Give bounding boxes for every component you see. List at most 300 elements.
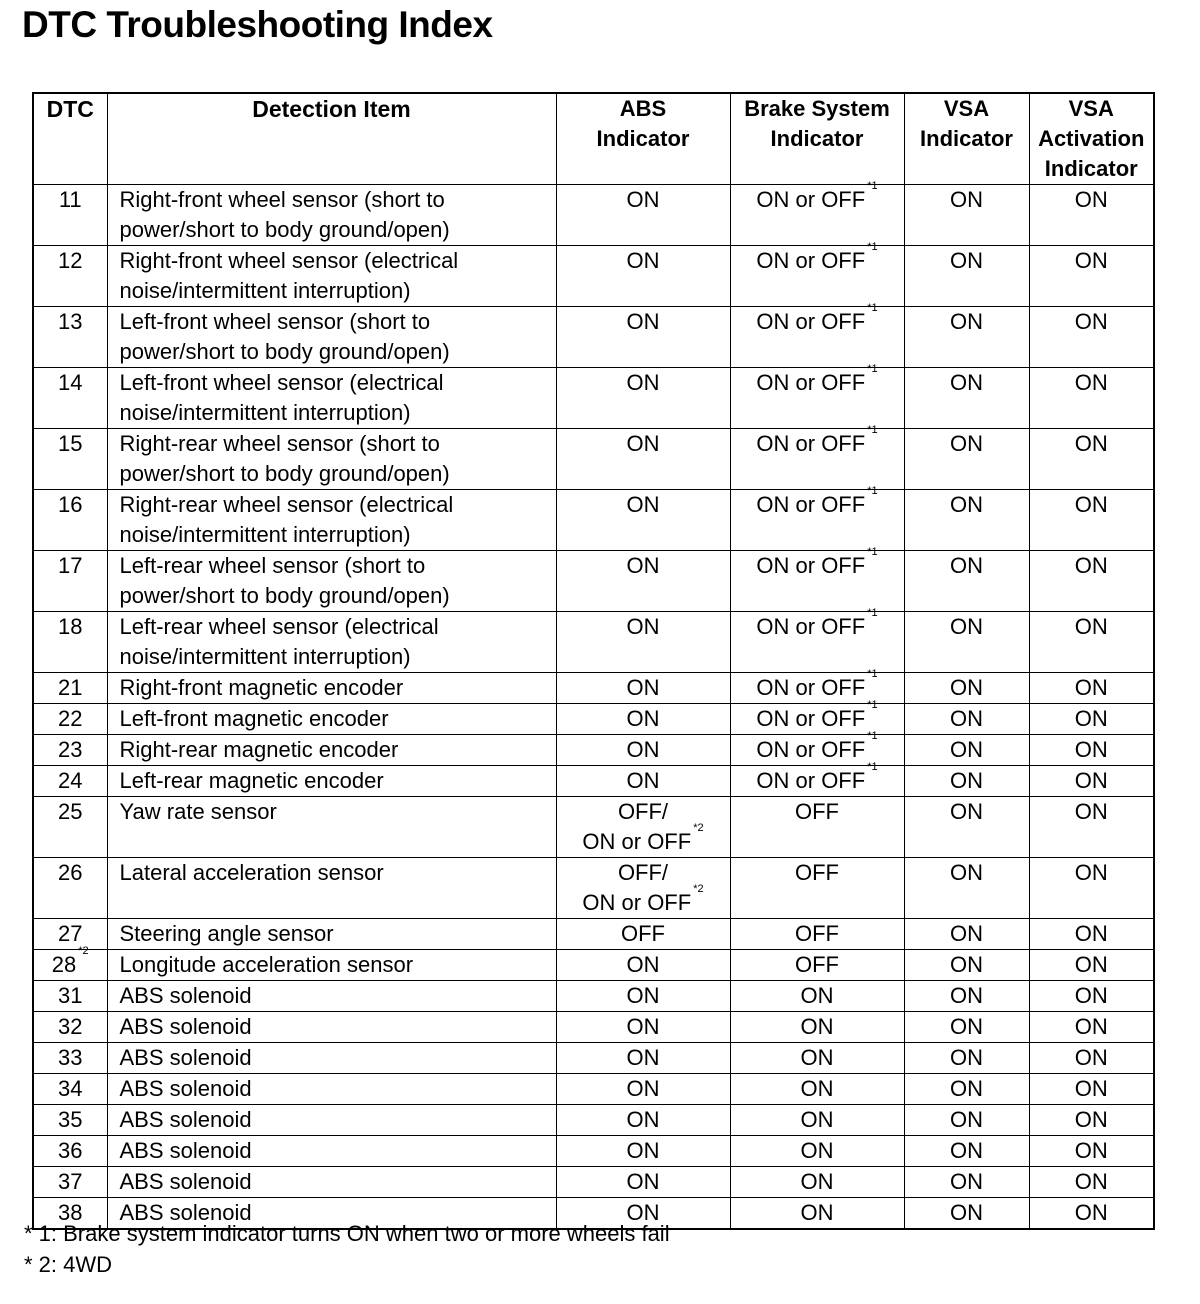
cell-abs-indicator — [556, 797, 730, 858]
cell-abs-indicator — [556, 246, 730, 307]
cell-vsa-indicator: ON — [904, 185, 1029, 246]
cell-vsa-activation-indicator: ON — [1029, 950, 1154, 981]
abs-value-line: ON — [626, 1200, 660, 1225]
brake-value: ON — [800, 1200, 834, 1225]
cell-detection-item — [107, 490, 556, 551]
table-row — [33, 1136, 1154, 1167]
footnote-mark: *1 — [867, 485, 878, 497]
dtc-table — [32, 92, 1155, 1230]
abs-value-line: ON — [626, 1169, 660, 1194]
detection-item-line: noise/intermittent interruption) — [119, 644, 411, 669]
cell-detection-item — [107, 766, 556, 797]
cell-vsa-activation-indicator: ON — [1029, 704, 1154, 735]
brake-value: ON — [800, 1138, 834, 1163]
cell-detection-item — [107, 1167, 556, 1198]
footnote-1: * 1: Brake system indicator turns ON when two or more wheels fail — [24, 1221, 670, 1246]
header-line: ABS — [619, 96, 667, 121]
cell-vsa-indicator: ON — [904, 368, 1029, 429]
cell-dtc — [33, 1074, 107, 1105]
cell-detection-item — [107, 1074, 556, 1105]
abs-value-line: ON — [626, 187, 660, 212]
table-row — [33, 1074, 1154, 1105]
cell-vsa-indicator: ON — [904, 919, 1029, 950]
cell-dtc — [33, 1105, 107, 1136]
cell-detection-item — [107, 246, 556, 307]
abs-value-line: ON — [626, 309, 660, 334]
cell-abs-indicator — [556, 673, 730, 704]
footnote-mark: *1 — [867, 180, 878, 192]
cell-abs-indicator — [556, 490, 730, 551]
abs-value-line: ON — [626, 1138, 660, 1163]
cell-abs-indicator — [556, 1136, 730, 1167]
dtc-code: 38 — [58, 1200, 83, 1225]
cell-dtc — [33, 1136, 107, 1167]
abs-value-line: ON — [626, 1014, 660, 1039]
cell-brake-system-indicator — [730, 858, 904, 919]
cell-detection-item — [107, 551, 556, 612]
detection-item-line: Left-front wheel sensor (electrical — [119, 370, 444, 395]
cell-vsa-indicator: ON — [904, 246, 1029, 307]
cell-vsa-activation-indicator: ON — [1029, 612, 1154, 673]
detection-item-line: power/short to body ground/open) — [119, 339, 450, 364]
cell-vsa-indicator: ON — [904, 551, 1029, 612]
detection-item-line: Lateral acceleration sensor — [119, 860, 384, 885]
cell-vsa-indicator: ON — [904, 307, 1029, 368]
detection-item-line: ABS solenoid — [119, 1014, 252, 1039]
cell-vsa-indicator: ON — [904, 766, 1029, 797]
cell-brake-system-indicator — [730, 180, 904, 246]
abs-value-line: ON — [626, 1076, 660, 1101]
cell-vsa-indicator: ON — [904, 704, 1029, 735]
cell-abs-indicator — [556, 1105, 730, 1136]
abs-value-line: ON — [626, 983, 660, 1008]
abs-value-line: ON or OFF — [582, 829, 692, 854]
cell-brake-system-indicator — [730, 1105, 904, 1136]
abs-value-line: ON — [626, 952, 660, 977]
footnote-mark: *1 — [867, 761, 878, 773]
cell-abs-indicator — [556, 1074, 730, 1105]
cell-vsa-activation-indicator: ON — [1029, 858, 1154, 919]
abs-value-line: ON — [626, 248, 660, 273]
cell-vsa-activation-indicator: ON — [1029, 490, 1154, 551]
cell-abs-indicator — [556, 612, 730, 673]
dtc-code: 36 — [58, 1138, 83, 1163]
detection-item-line: Yaw rate sensor — [119, 799, 277, 824]
table-row — [33, 950, 1154, 981]
dtc-code: 18 — [58, 614, 83, 639]
cell-dtc — [33, 1012, 107, 1043]
brake-value: OFF — [795, 799, 839, 824]
detection-item-line: noise/intermittent interruption) — [119, 522, 411, 547]
cell-dtc — [33, 858, 107, 919]
cell-brake-system-indicator — [730, 1136, 904, 1167]
table-row — [33, 704, 1154, 735]
cell-brake-system-indicator — [730, 797, 904, 858]
cell-detection-item — [107, 368, 556, 429]
header-line: Activation — [1038, 126, 1145, 151]
table-row — [33, 429, 1154, 490]
cell-vsa-indicator: ON — [904, 1012, 1029, 1043]
detection-item-line: noise/intermittent interruption) — [119, 400, 411, 425]
header-line: VSA — [943, 96, 990, 121]
footnote-mark: *1 — [867, 424, 878, 436]
table-row — [33, 246, 1154, 307]
cell-brake-system-indicator — [730, 950, 904, 981]
abs-value-line: ON — [626, 737, 660, 762]
detection-item-line: ABS solenoid — [119, 983, 252, 1008]
cell-abs-indicator — [556, 858, 730, 919]
cell-dtc — [33, 246, 107, 307]
cell-abs-indicator — [556, 735, 730, 766]
dtc-code: 26 — [58, 860, 83, 885]
cell-detection-item — [107, 1043, 556, 1074]
cell-vsa-indicator: ON — [904, 950, 1029, 981]
cell-abs-indicator — [556, 429, 730, 490]
cell-vsa-activation-indicator: ON — [1029, 1105, 1154, 1136]
cell-detection-item — [107, 735, 556, 766]
cell-vsa-activation-indicator: ON — [1029, 307, 1154, 368]
brake-value: OFF — [795, 860, 839, 885]
table-row — [33, 1043, 1154, 1074]
detection-item-line: ABS solenoid — [119, 1107, 252, 1132]
cell-dtc — [33, 673, 107, 704]
abs-value-line: ON — [626, 1107, 660, 1132]
cell-dtc — [33, 185, 107, 246]
cell-detection-item — [107, 673, 556, 704]
cell-brake-system-indicator — [730, 1074, 904, 1105]
cell-vsa-indicator: ON — [904, 1198, 1029, 1230]
cell-dtc — [33, 735, 107, 766]
cell-detection-item — [107, 429, 556, 490]
detection-item-line: power/short to body ground/open) — [119, 583, 450, 608]
brake-value: ON or OFF — [756, 737, 866, 762]
header-line: VSA — [1068, 96, 1114, 121]
abs-value-line: OFF — [621, 921, 665, 946]
dtc-code: 31 — [58, 983, 83, 1008]
detection-item-line: ABS solenoid — [119, 1045, 252, 1070]
detection-item-line: ABS solenoid — [119, 1076, 252, 1101]
cell-vsa-indicator: ON — [904, 429, 1029, 490]
detection-item-line: Right-rear magnetic encoder — [119, 737, 399, 762]
cell-detection-item — [107, 858, 556, 919]
detection-item-line: Steering angle sensor — [119, 921, 334, 946]
abs-value-line: ON — [626, 675, 660, 700]
abs-value-line: ON — [626, 706, 660, 731]
brake-value: ON or OFF — [756, 309, 866, 334]
cell-vsa-activation-indicator: ON — [1029, 735, 1154, 766]
dtc-code: 34 — [58, 1076, 83, 1101]
cell-vsa-indicator: ON — [904, 1105, 1029, 1136]
dtc-code: 37 — [58, 1169, 83, 1194]
cell-dtc — [33, 945, 107, 981]
cell-detection-item — [107, 612, 556, 673]
footnote-mark: *1 — [867, 607, 878, 619]
brake-value: ON or OFF — [756, 553, 866, 578]
cell-vsa-activation-indicator: ON — [1029, 368, 1154, 429]
table-body — [33, 180, 1154, 1230]
cell-vsa-indicator: ON — [904, 858, 1029, 919]
cell-dtc — [33, 766, 107, 797]
cell-brake-system-indicator — [730, 1167, 904, 1198]
cell-detection-item — [107, 704, 556, 735]
table-row — [33, 551, 1154, 612]
detection-item-line: Left-rear wheel sensor (electrical — [119, 614, 439, 639]
footnote-mark: *1 — [867, 363, 878, 375]
table-row — [33, 1012, 1154, 1043]
cell-dtc — [33, 612, 107, 673]
table-row — [33, 1167, 1154, 1198]
cell-dtc — [33, 704, 107, 735]
dtc-code: 11 — [58, 187, 82, 212]
cell-vsa-indicator: ON — [904, 981, 1029, 1012]
detection-item-line: Right-rear wheel sensor (short to — [119, 431, 440, 456]
abs-value-line: ON — [626, 614, 660, 639]
header-vsa-activation-indicator — [1029, 93, 1154, 185]
cell-dtc — [33, 368, 107, 429]
cell-dtc — [33, 429, 107, 490]
cell-vsa-indicator: ON — [904, 797, 1029, 858]
cell-brake-system-indicator — [730, 546, 904, 612]
brake-value: OFF — [795, 952, 839, 977]
cell-abs-indicator — [556, 1043, 730, 1074]
header-detection-item: Detection Item — [107, 93, 556, 185]
cell-brake-system-indicator — [730, 241, 904, 307]
dtc-code: 14 — [58, 370, 83, 395]
cell-brake-system-indicator — [730, 1198, 904, 1230]
table-row — [33, 612, 1154, 673]
cell-vsa-activation-indicator: ON — [1029, 919, 1154, 950]
footnote-mark: *2 — [693, 822, 704, 834]
table-row — [33, 307, 1154, 368]
header-vsa-indicator — [904, 93, 1029, 185]
table-row — [33, 797, 1154, 858]
brake-value: ON — [800, 1076, 834, 1101]
header-abs-indicator — [556, 93, 730, 185]
table-row — [33, 919, 1154, 950]
footnote-mark: *1 — [867, 730, 878, 742]
detection-item-line: Longitude acceleration sensor — [119, 952, 414, 977]
dtc-code: 24 — [58, 768, 83, 793]
dtc-code: 27 — [58, 921, 83, 946]
cell-detection-item — [107, 1136, 556, 1167]
brake-value: ON — [800, 1014, 834, 1039]
table-row — [33, 766, 1154, 797]
brake-value: ON or OFF — [756, 706, 866, 731]
abs-value-line: ON — [626, 492, 660, 517]
cell-vsa-activation-indicator: ON — [1029, 551, 1154, 612]
abs-value-line: OFF/ — [617, 799, 669, 824]
cell-vsa-activation-indicator: ON — [1029, 766, 1154, 797]
cell-vsa-activation-indicator: ON — [1029, 1012, 1154, 1043]
detection-item-line: ABS solenoid — [119, 1200, 252, 1225]
cell-brake-system-indicator — [730, 981, 904, 1012]
abs-value-line: ON — [626, 768, 660, 793]
cell-abs-indicator — [556, 551, 730, 612]
detection-item-line: Left-front magnetic encoder — [119, 706, 389, 731]
cell-detection-item — [107, 1012, 556, 1043]
abs-value-line: OFF/ — [617, 860, 669, 885]
header-line: Brake System — [744, 96, 890, 121]
cell-dtc — [33, 307, 107, 368]
cell-abs-indicator — [556, 185, 730, 246]
abs-value-line: ON or OFF — [582, 890, 692, 915]
cell-vsa-activation-indicator: ON — [1029, 1136, 1154, 1167]
footnote-mark: *2 — [693, 883, 704, 895]
cell-abs-indicator — [556, 1167, 730, 1198]
table-row — [33, 735, 1154, 766]
detection-item-line: noise/intermittent interruption) — [119, 278, 411, 303]
detection-item-line: Left-rear magnetic encoder — [119, 768, 384, 793]
detection-item-line: power/short to body ground/open) — [119, 217, 450, 242]
cell-dtc — [33, 1043, 107, 1074]
cell-dtc — [33, 490, 107, 551]
cell-brake-system-indicator — [730, 363, 904, 429]
dtc-code: 32 — [58, 1014, 83, 1039]
footnotes — [24, 1218, 670, 1280]
cell-vsa-activation-indicator: ON — [1029, 1198, 1154, 1230]
cell-vsa-activation-indicator: ON — [1029, 429, 1154, 490]
cell-detection-item — [107, 919, 556, 950]
abs-value-line: ON — [626, 1045, 660, 1070]
abs-value-line: ON — [626, 431, 660, 456]
abs-value-line: ON — [626, 370, 660, 395]
detection-item-line: Right-front wheel sensor (short to — [119, 187, 445, 212]
header-line: Indicator — [1044, 156, 1138, 181]
cell-vsa-indicator: ON — [904, 1074, 1029, 1105]
brake-value: ON — [800, 1045, 834, 1070]
cell-brake-system-indicator — [730, 1012, 904, 1043]
detection-item-line: Right-front magnetic encoder — [119, 675, 404, 700]
footnote-mark: *1 — [867, 668, 878, 680]
footnote-mark: *2 — [78, 945, 89, 957]
header-dtc: DTC — [33, 93, 107, 185]
dtc-code: 16 — [58, 492, 83, 517]
table-row — [33, 1105, 1154, 1136]
header-brake-system-indicator — [730, 93, 904, 185]
cell-vsa-activation-indicator: ON — [1029, 1043, 1154, 1074]
header-line: Indicator — [770, 126, 864, 151]
cell-vsa-indicator: ON — [904, 612, 1029, 673]
page-title: DTC Troubleshooting Index — [22, 4, 493, 45]
cell-vsa-indicator: ON — [904, 735, 1029, 766]
cell-detection-item — [107, 185, 556, 246]
footnote-mark: *1 — [867, 699, 878, 711]
footnote-mark: *1 — [867, 241, 878, 253]
brake-value: ON or OFF — [756, 675, 866, 700]
cell-abs-indicator — [556, 950, 730, 981]
table-row — [33, 858, 1154, 919]
cell-abs-indicator — [556, 704, 730, 735]
header-line: Indicator — [920, 126, 1013, 151]
detection-item-line: Right-front wheel sensor (electrical — [119, 248, 459, 273]
brake-value: ON or OFF — [756, 187, 866, 212]
cell-brake-system-indicator — [730, 424, 904, 490]
table-row — [33, 490, 1154, 551]
brake-value: ON or OFF — [756, 614, 866, 639]
table-row — [33, 981, 1154, 1012]
brake-value: ON or OFF — [756, 431, 866, 456]
brake-value: ON or OFF — [756, 768, 866, 793]
brake-value: OFF — [795, 921, 839, 946]
detection-item-line: power/short to body ground/open) — [119, 461, 450, 486]
abs-value-line: ON — [626, 553, 660, 578]
cell-vsa-activation-indicator: ON — [1029, 797, 1154, 858]
cell-vsa-activation-indicator: ON — [1029, 981, 1154, 1012]
dtc-code: 13 — [58, 309, 83, 334]
dtc-code: 23 — [58, 737, 83, 762]
cell-detection-item — [107, 950, 556, 981]
cell-abs-indicator — [556, 766, 730, 797]
dtc-code: 25 — [58, 799, 83, 824]
cell-vsa-indicator: ON — [904, 673, 1029, 704]
footnote-mark: *1 — [867, 546, 878, 558]
cell-vsa-activation-indicator: ON — [1029, 1074, 1154, 1105]
cell-dtc — [33, 797, 107, 858]
cell-abs-indicator — [556, 919, 730, 950]
table-row — [33, 673, 1154, 704]
detection-item-line: ABS solenoid — [119, 1138, 252, 1163]
cell-dtc — [33, 551, 107, 612]
brake-value: ON — [800, 1107, 834, 1132]
dtc-code: 15 — [58, 431, 83, 456]
dtc-code: 35 — [58, 1107, 83, 1132]
cell-vsa-indicator: ON — [904, 1136, 1029, 1167]
cell-vsa-indicator: ON — [904, 490, 1029, 551]
cell-brake-system-indicator — [730, 485, 904, 551]
cell-abs-indicator — [556, 1012, 730, 1043]
cell-detection-item — [107, 797, 556, 858]
detection-item-line: Left-front wheel sensor (short to — [119, 309, 431, 334]
dtc-code: 33 — [58, 1045, 83, 1070]
cell-brake-system-indicator — [730, 1043, 904, 1074]
brake-value: ON or OFF — [756, 492, 866, 517]
cell-vsa-indicator: ON — [904, 1167, 1029, 1198]
table-row — [33, 185, 1154, 246]
cell-abs-indicator — [556, 368, 730, 429]
dtc-code: 28 — [51, 952, 77, 977]
cell-detection-item — [107, 1105, 556, 1136]
dtc-code: 21 — [58, 675, 83, 700]
detection-item-line: ABS solenoid — [119, 1169, 252, 1194]
cell-dtc — [33, 981, 107, 1012]
brake-value: ON or OFF — [756, 370, 866, 395]
brake-value: ON — [800, 1169, 834, 1194]
table-row — [33, 368, 1154, 429]
cell-vsa-activation-indicator: ON — [1029, 246, 1154, 307]
dtc-code: 17 — [58, 553, 83, 578]
cell-vsa-activation-indicator: ON — [1029, 673, 1154, 704]
cell-vsa-activation-indicator: ON — [1029, 185, 1154, 246]
cell-vsa-activation-indicator: ON — [1029, 1167, 1154, 1198]
header-line: Indicator — [596, 126, 690, 151]
brake-value: ON — [800, 983, 834, 1008]
footnote-2: * 2: 4WD — [24, 1252, 113, 1277]
cell-detection-item — [107, 981, 556, 1012]
cell-brake-system-indicator — [730, 302, 904, 368]
dtc-code: 12 — [58, 248, 83, 273]
cell-abs-indicator — [556, 307, 730, 368]
cell-abs-indicator — [556, 981, 730, 1012]
detection-item-line: Left-rear wheel sensor (short to — [119, 553, 426, 578]
cell-dtc — [33, 919, 107, 950]
dtc-code: 22 — [58, 706, 83, 731]
detection-item-line: Right-rear wheel sensor (electrical — [119, 492, 454, 517]
brake-value: ON or OFF — [756, 248, 866, 273]
cell-brake-system-indicator — [730, 919, 904, 950]
cell-dtc — [33, 1167, 107, 1198]
cell-brake-system-indicator — [730, 607, 904, 673]
cell-detection-item — [107, 307, 556, 368]
